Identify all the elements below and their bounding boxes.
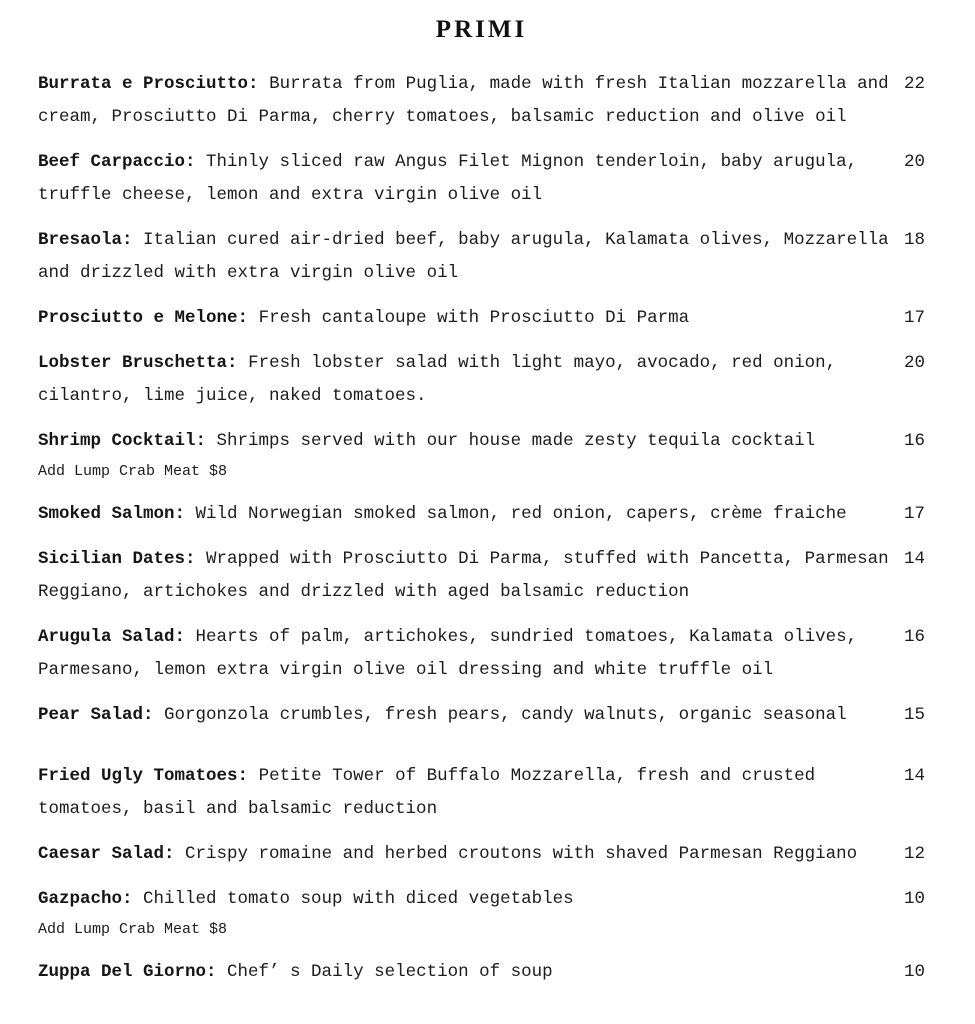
menu-item-line xyxy=(38,347,894,413)
menu-item-price: 10 xyxy=(903,889,925,909)
menu-item-line xyxy=(38,498,894,531)
menu-item-price: 20 xyxy=(903,152,925,172)
menu-item-text xyxy=(38,956,894,989)
menu-item-description: Wild Norwegian smoked salmon, red onion, capers, crème fraiche xyxy=(195,504,847,524)
menu-item xyxy=(38,302,925,335)
menu-item-line xyxy=(38,68,894,134)
menu-item-price: 16 xyxy=(903,627,925,647)
menu-item xyxy=(38,883,925,944)
menu-item-description: Italian cured air-dried beef, baby arugula, Kalamata olives, Mozzarella and drizzled with extra virgin olive oil xyxy=(38,230,889,283)
menu-item-line xyxy=(38,425,894,458)
menu-item-name: Pear Salad: xyxy=(38,705,154,725)
menu-item xyxy=(38,146,925,212)
menu-item-text xyxy=(38,883,894,944)
menu-item-text xyxy=(38,146,894,212)
menu-item-price: 15 xyxy=(903,705,925,725)
menu-item-name: Beef Carpaccio: xyxy=(38,152,196,172)
menu-item-description: Shrimps served with our house made zesty tequila cocktail xyxy=(216,431,816,451)
menu-item-text xyxy=(38,68,894,134)
menu-item-name: Prosciutto e Melone: xyxy=(38,308,249,328)
menu-item-price: 20 xyxy=(903,353,925,373)
menu-item xyxy=(38,760,925,826)
menu-item-name: Shrimp Cocktail: xyxy=(38,431,207,451)
menu-item-description: Thinly sliced raw Angus Filet Mignon tenderloin, baby arugula, truffle cheese, lemon and extra virgin olive oil xyxy=(38,152,858,205)
menu-item-name: Caesar Salad: xyxy=(38,844,175,864)
menu-item-description: Crispy romaine and herbed croutons with shaved Parmesan Reggiano xyxy=(185,844,858,864)
menu-item xyxy=(38,347,925,413)
menu-item-text xyxy=(38,543,894,609)
menu-item-price: 17 xyxy=(903,504,925,524)
menu-item-name: Arugula Salad: xyxy=(38,627,186,647)
menu-item-text xyxy=(38,498,894,531)
menu-item-note: Add Lump Crab Meat $8 xyxy=(38,921,228,938)
menu-item-text xyxy=(38,347,894,413)
menu-item-description: Petite Tower of Buffalo Mozzarella, fresh and crusted tomatoes, basil and balsamic reduction xyxy=(38,766,816,819)
section-title: PRIMI xyxy=(435,16,528,43)
menu-item-line xyxy=(38,760,894,826)
menu-item-note: Add Lump Crab Meat $8 xyxy=(38,463,228,480)
menu-item-name: Burrata e Prosciutto: xyxy=(38,74,259,94)
menu-item-line xyxy=(38,699,894,732)
menu-item-text xyxy=(38,838,894,871)
menu-item xyxy=(38,699,925,732)
menu-items-list xyxy=(38,68,925,989)
menu-item-description: Gorgonzola crumbles, fresh pears, candy walnuts, organic seasonal xyxy=(164,705,847,725)
menu-item-name: Bresaola: xyxy=(38,230,133,250)
menu-item-price: 14 xyxy=(903,549,925,569)
menu-item-price: 14 xyxy=(903,766,925,786)
menu-item xyxy=(38,425,925,486)
menu-item-line xyxy=(38,302,894,335)
menu-item-line xyxy=(38,543,894,609)
menu-item-name: Smoked Salmon: xyxy=(38,504,186,524)
menu-item-line xyxy=(38,956,894,989)
menu-item-line xyxy=(38,224,894,290)
menu-item xyxy=(38,68,925,134)
menu-item-price: 10 xyxy=(903,962,925,982)
menu-item-description: Fresh lobster salad with light mayo, avocado, red onion, cilantro, lime juice, naked tomatoes. xyxy=(38,353,837,406)
menu-item-line xyxy=(38,838,894,871)
menu-item xyxy=(38,956,925,989)
menu-item-text xyxy=(38,621,894,687)
menu-item-name: Lobster Bruschetta: xyxy=(38,353,238,373)
menu-item-price: 18 xyxy=(903,230,925,250)
menu-item-price: 17 xyxy=(903,308,925,328)
menu-item-text xyxy=(38,760,894,826)
menu-item-description: Chilled tomato soup with diced vegetables xyxy=(143,889,574,909)
menu-item-name: Fried Ugly Tomatoes: xyxy=(38,766,249,786)
menu-item xyxy=(38,543,925,609)
menu-item-name: Zuppa Del Giorno: xyxy=(38,962,217,982)
menu-item-description: Burrata from Puglia, made with fresh Italian mozzarella and cream, Prosciutto Di Parma, cherry tomatoes, balsamic reduction and olive oil xyxy=(38,74,889,127)
menu-item-description: Wrapped with Prosciutto Di Parma, stuffed with Pancetta, Parmesan Reggiano, artichokes and drizzled with aged balsamic reduction xyxy=(38,549,889,602)
menu-item-description: Hearts of palm, artichokes, sundried tomatoes, Kalamata olives, Parmesano, lemon extra virgin olive oil dressing and white truffle oil xyxy=(38,627,858,680)
menu-item-price: 22 xyxy=(903,74,925,94)
menu-item-price: 12 xyxy=(903,844,925,864)
menu-item-text xyxy=(38,425,894,486)
menu-item xyxy=(38,224,925,290)
menu-item-text xyxy=(38,699,894,732)
menu-item-name: Gazpacho: xyxy=(38,889,133,909)
menu-item-name: Sicilian Dates: xyxy=(38,549,196,569)
menu-item xyxy=(38,838,925,871)
menu-item xyxy=(38,621,925,687)
menu-item xyxy=(38,498,925,531)
menu-item-price: 16 xyxy=(903,431,925,451)
menu-item-line xyxy=(38,883,894,916)
menu-item-text xyxy=(38,302,894,335)
menu-item-line xyxy=(38,146,894,212)
menu-item-description: Chef’ s Daily selection of soup xyxy=(227,962,553,982)
menu-item-description: Fresh cantaloupe with Prosciutto Di Parma xyxy=(258,308,690,328)
menu-item-text xyxy=(38,224,894,290)
menu-item-line xyxy=(38,621,894,687)
